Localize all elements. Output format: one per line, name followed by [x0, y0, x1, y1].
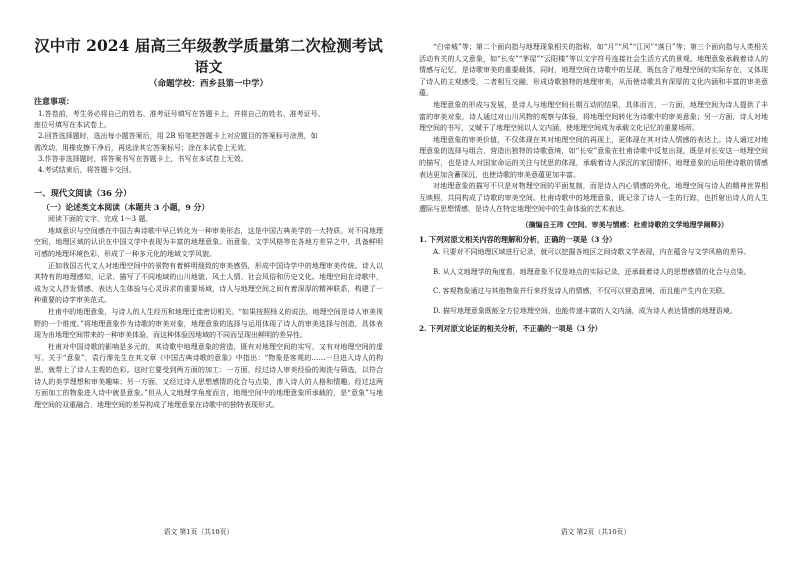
page-footer: 语文 第1页（共10页） [163, 528, 234, 536]
exam-title: 汉中市 2024 届高三年级教学质量第二次检测考试 [34, 36, 383, 55]
passage-paragraph: 地域意识与空间感在中国古典诗歌中早已转化为一种审美形态，这是中国古典美学的一大特质。对不同地理空间，地理区域的认识在中国文学中表现为丰富的地理意象。而意象，文学风格等在各地方差异之中，具备鲜明可感的地理环境色彩，形成了一种多元化的地域文学风貌。 [34, 226, 383, 258]
passage-paragraph: 正如我国古代文人对地理空间中的景物有着鲜明细致的审美感悟，形成中国诗学中的地理审美传统。诗人以其特有的地理感知，记录、描写了不同地域的山川地貌、风土人情、社会风俗和历史文化。地理空间在诗歌中，成为文人抒发情感、表达人生体验与心灵诉求的重要场域，诗人与地理空间之间有着深厚的精神联系，构建了一种重要的诗学审美范式。 [34, 261, 383, 305]
notice-line: 座位号填写在本试卷上。 [34, 121, 111, 130]
school-note: （命题学校：西乡县第一中学） [148, 79, 268, 89]
notice-list [34, 109, 383, 176]
question-2: 2. 下列对原文论证的相关分析，不正确的一项是（3 分） [419, 324, 602, 334]
notice-line: 需改动，用橡皮擦干净后，再选涂其它答案标号；涂在本试卷上无效。 [34, 143, 251, 152]
passage-paragraph: 地理意象的审美价值，不仅体现在其对地理空间的再现上，更体现在其对诗人情感的表达上。诗人通过对地理意象的选择与组合，营造出独特的诗歌意境，如“长安”意象在杜甫诗歌中反复出现，既是对长安这一地理空间的描写，也是诗人对国家命运的关注与忧思的体现，承载着诗人深沉的家国情怀。地理意象的运用使诗歌的情感表达更加含蓄深沉，也使诗歌的审美意蕴更加丰富。 [419, 135, 768, 179]
notice-line: 3.作答非选择题时，将答案书写在答题卡上，书写在本试卷上无效。 [38, 154, 248, 163]
question-1: 1. 下列对原文相关内容的理解和分析，正确的一项是（3 分） [419, 234, 617, 244]
passage-paragraph: 杜甫中的地理意象，与诗人的人生经历和地理迁徙密切相关。“如果按照杨义的说法，地理空间是诗人审美视野的一个维度。”将地理意象作为诗歌的审美对象，地理意象的选择与运用体现了诗人的审美选择与创造，具体表现为由地理空间带来的一种审美体验，而这种体验因地域的不同而呈现出鲜明的差异性。 [34, 307, 383, 340]
option-c: C. 客观物象通过与其他物象并行来抒发诗人的情感，不仅可以营造意境，而且能产生内在关联。 [433, 287, 730, 296]
subject-heading: 语文 [194, 60, 223, 76]
option-d: D. 描写地理意象既能全方位地理空间，也能传递丰富的人文内涵，成为诗人表达情感的地理语境。 [433, 306, 737, 315]
notice-line: 1.答卷前，考生务必将自己的姓名、准考证号填写在答题卡上，并将自己的姓名、准考证号、 [38, 110, 325, 118]
passage-paragraph: 对地理意象的描写不只是对物理空间的平面复制，而是诗人内心情感的外化，地理空间与诗人的精神世界相互映照，共同构成了诗歌的审美空间。杜甫诗歌中的地理意象，既记录了诗人一生的行踪，也折射出诗人的人生遭际与思想情感，是诗人在特定地理空间中的生命体验的艺术表达。 [419, 182, 768, 214]
passage-paragraph: 地理意象的形成与发展，是诗人与地理空间长期互动的结果，具体而言，一方面，地理空间为诗人提供了丰富的审美对象，诗人通过对山川风物的观察与体验，将地理空间转化为诗歌中的审美意象；另一方面，诗人对地理空间的书写，又赋予了地理空间以人文内涵，使地理空间成为承载文化记忆的重要场所。 [419, 100, 768, 133]
notice-line: 4.考试结束后，将答题卡交回。 [38, 166, 136, 175]
source-citation: （摘编自王玮《空间、审美与情感：杜甫诗歌的文学地理学阐释》） [521, 219, 728, 229]
notice-line: 2.回答选择题时，选出每小题答案后，用 2B 铅笔把答题卡上对应题目的答案标号涂黑，如 [38, 132, 318, 141]
passage-paragraph: 杜甫对中国诗歌的影响是多元的，其诗歌中地理意象的营造，既有对地理空间的实写，又有对地理空间的虚写。关于“意象”，袁行霈先生在其文章《中国古典诗歌的意象》中指出：“物象是客观的……一旦进入诗人的构思，就带上了诗人主观的色彩。这时它要受到两方面的加工：一方面，经过诗人审美经验的淘洗与筛选，以符合诗人的美学理想和审美趣味；另一方面，又经过诗人思想感情的化合与点染，渗入诗人的人格和情趣。经过这两方面加工的物象进入诗中就是意象。”但从人文地理学角度而言，地理空间中的地理意象所承载的，是“意象”与地理空间的双重融合，地理空间的差异构成了地理意象在诗歌中的独特表现形式。 [34, 342, 383, 409]
reading-instruction: 阅读下面的文字，完成 1～3 题。 [48, 215, 153, 224]
section-heading: 一、现代文阅读（36 分） [34, 188, 132, 199]
page-2 [397, 0, 794, 561]
option-a: A. 只要对不同地理区域进行记录，就可以挖掘各地区之间诗歌文学表现，内在蕴含与文学风格的差异。 [433, 248, 751, 257]
page-footer: 语文 第2页（共10页） [560, 528, 631, 536]
passage-paragraph: “白帝城”等；第二个面向指与地理现象相关的指称，如“月”“风”“江河”“落日”等；第三个面向指与人类相关活动有关的人文意象，如“长安”“茅屋”“云阳楼”等以文字符号连接社会生活方式的景观。地理意象承载着诗人的情感与记忆，是诗歌审美的重要载体，同时，地理空间在诗歌中的呈现，既包含了地理空间的实际存在，又体现了诗人的主观感受，二者相互交融，形成诗歌独特的地理审美，从而使诗歌具有深厚的文化内涵和丰富的审美意蕴。 [419, 43, 768, 98]
subsection-heading: （一）论述类文本阅读（本题共 3 小题，9 分） [42, 203, 210, 213]
option-b: B. 从人文地理学的角度看，地理意象不仅是地点的实际记录，还承载着诗人的思想感情的化合与点染。 [433, 267, 751, 276]
notice-title: 注意事项： [34, 96, 74, 106]
